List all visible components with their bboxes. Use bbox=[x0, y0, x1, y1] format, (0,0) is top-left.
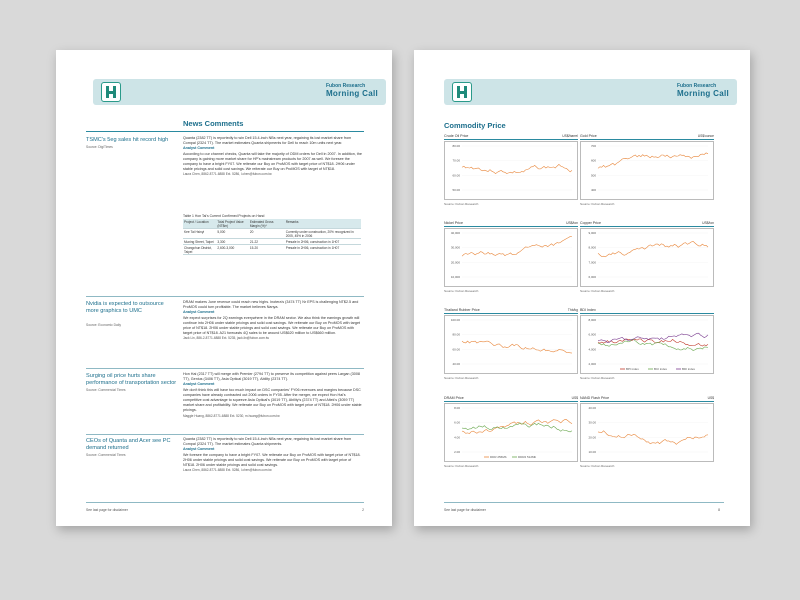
analyst-comment-label: Analyst Comment bbox=[183, 447, 215, 452]
news-headline: Surging oil price hurts share performance of transportation sector bbox=[86, 373, 177, 386]
y-tick-label: 10,000 bbox=[450, 275, 460, 279]
chart-unit: US$/ounce bbox=[697, 134, 714, 138]
legend-label: BPI index bbox=[626, 367, 639, 371]
news-text: DRAM makers June revenue could reach new highs. Inotera's (3474 TT) Nr EPS is challenging NT$2.5 and ProMOS could turn profitable. The market believes Nanya. bbox=[183, 300, 359, 310]
table-cell: Kee Tai Hsinyi bbox=[183, 229, 216, 239]
chart-plot bbox=[444, 221, 578, 287]
series-line bbox=[462, 341, 572, 353]
y-tick-label: 60.00 bbox=[452, 347, 460, 352]
y-tick-label: 4.00 bbox=[454, 435, 460, 440]
news-body bbox=[183, 136, 363, 178]
brand-block bbox=[326, 83, 378, 98]
table-header-row bbox=[183, 219, 361, 229]
analyst-comment: We foresee the company to have a bright FY07. We reiterate our Buy on ProMOS with target price of NT$18. 2H06 under stable pricings and solid cost savings. We reiterate our Buy on ProMOS with target price of NT$18. 2H06 under stable pricings and solid cost savings. bbox=[183, 452, 361, 468]
news-source: Source: Commercial Times bbox=[86, 388, 126, 392]
table-header: Project / Location bbox=[183, 219, 216, 229]
news-text: Quanta (2382 TT) is reportedly to win Dell 15.4-inch NBs next year, regaining its lost market share from Compal (2324 TT). The market estimates Quanta shipments. bbox=[183, 437, 352, 447]
chart-plot bbox=[580, 134, 714, 200]
y-tick-label: 6,000 bbox=[588, 332, 596, 337]
footer-rule bbox=[86, 502, 364, 503]
y-tick-label: 30,000 bbox=[450, 245, 460, 250]
chart-unit: US$/ton bbox=[702, 221, 714, 225]
commodity-chart bbox=[580, 396, 714, 468]
y-tick-label: 80.00 bbox=[452, 144, 460, 148]
y-tick-label: 70.00 bbox=[452, 158, 460, 163]
author-line: Laura Chen, 8862-8771-6888 Ext. 5286, l.chen@fubon.com.tw bbox=[183, 468, 272, 473]
chart-plot bbox=[444, 308, 578, 374]
y-tick-label: 30.00 bbox=[588, 420, 596, 425]
chart-source: Source: Fubon Research bbox=[580, 376, 615, 380]
analyst-comment-label: Analyst Comment bbox=[183, 382, 215, 387]
legend-label: BCI index bbox=[654, 367, 668, 371]
analyst-comment-label: Analyst Comment bbox=[183, 146, 215, 151]
table-cell: Presale in 2H06, construction in 1H07 bbox=[285, 239, 361, 245]
commodity-chart bbox=[580, 221, 714, 293]
news-headline: Nvidia is expected to outsource more graphics to UMC bbox=[86, 301, 164, 314]
brand-research: Fubon Research bbox=[676, 83, 717, 89]
commodity-chart bbox=[444, 134, 578, 206]
table-header: Remarks bbox=[285, 219, 361, 229]
page-header bbox=[93, 79, 386, 105]
y-tick-label: 2,000 bbox=[588, 362, 596, 366]
news-headline: TSMC's 5eg sales hit record high bbox=[86, 137, 169, 143]
table-cell: 5,000 bbox=[216, 229, 249, 239]
y-tick-label: 8,000 bbox=[588, 318, 596, 322]
chart-source: Source: Fubon Research bbox=[580, 202, 615, 206]
y-tick-label: 8,000 bbox=[588, 245, 596, 250]
news-body bbox=[183, 372, 363, 419]
table-cell: 3,300 bbox=[216, 239, 249, 245]
y-tick-label: 2.00 bbox=[454, 450, 460, 454]
chart-unit: US$/ton bbox=[566, 221, 578, 225]
page-header bbox=[444, 79, 737, 105]
chart-title: Gold Price bbox=[580, 134, 597, 138]
left-page bbox=[56, 50, 392, 526]
chart-unit: US$/barrel bbox=[562, 134, 578, 138]
table-cell: Presale in 2H06, construction in 1H07 bbox=[285, 245, 361, 255]
author-line: Jack Lin, 886-2-8771-6888 Ext. 5235, jack.lin@fubon.com.tw bbox=[183, 336, 269, 341]
commodity-chart bbox=[444, 396, 578, 468]
chart-unit: US$ bbox=[571, 396, 578, 400]
y-tick-label: 80.00 bbox=[452, 332, 460, 337]
section-rule bbox=[86, 131, 364, 132]
commodity-chart bbox=[580, 308, 714, 380]
table-row bbox=[183, 229, 361, 239]
chart-source: Source: Fubon Research bbox=[444, 376, 479, 380]
series-line bbox=[598, 431, 708, 445]
news-source: Source: DigiTimes bbox=[86, 145, 113, 149]
chart-source: Source: Fubon Research bbox=[444, 202, 479, 206]
chart-plot bbox=[580, 221, 714, 287]
y-tick-label: 100.00 bbox=[450, 318, 460, 322]
analyst-comment: According to our channel checks, Quanta will take the majority of ODM orders for Dell in 2007. In addition, the company is gaining more market share for HP's mainstream products for 2007 as well. We foresee the company to have a bright FY07. We reiterate our Buy on ProMOS with target price of NT$18. 2H06 under stable pricings and solid cost savings. We reiterate our Buy on ProMOS with target of NT$18. bbox=[183, 151, 362, 172]
table-row bbox=[183, 245, 361, 255]
y-tick-label: 40,000 bbox=[450, 231, 460, 235]
y-tick-label: 20,000 bbox=[450, 260, 460, 265]
y-tick-label: 600 bbox=[590, 158, 596, 163]
analyst-comment: We don't think this will have too much impact on DSC companies' FY06 revenues and margins because DSC companies have already contracted out 2006 orders in FY05. After the merger, we expect Hon Hai's competitive cost advantage to squeeze Asia Optical's (3019 TT), Ability's (2374 TT) and Altek's (3059 TT) market share and profitability. We reiterate our Buy on ProMOS with target price of NT$18. 2H06 under stable pricings. bbox=[183, 387, 362, 413]
chart-source: Source: Fubon Research bbox=[580, 289, 615, 293]
table-cell: 21-22 bbox=[249, 239, 285, 245]
y-tick-label: 20.00 bbox=[588, 435, 596, 440]
y-tick-label: 9,000 bbox=[588, 231, 596, 235]
chart-source: Source: Fubon Research bbox=[444, 464, 479, 468]
commodity-chart bbox=[444, 221, 578, 293]
commodity-chart bbox=[580, 134, 714, 206]
footer-disclaimer: See last page for disclaimer bbox=[86, 508, 128, 512]
page-number: 8 bbox=[718, 508, 720, 512]
table-cell: Currently under construction, 20% recognized in 2005, 45% in 2006 bbox=[285, 229, 361, 239]
chart-title: BDI Index bbox=[580, 308, 596, 312]
chart-plot bbox=[580, 308, 714, 374]
chart-unit: US$ bbox=[707, 396, 714, 400]
chart-unit: Thb/kg bbox=[567, 308, 578, 312]
analyst-comment-label: Analyst Comment bbox=[183, 310, 215, 315]
chart-plot bbox=[580, 396, 714, 462]
news-text: Quanta (2382 TT) is reportedly to win Dell 15.4-inch NBs next year, regaining its lost market share from Compal (2324 TT). The market estimates Quanta shipments for Dell to reach 10m units next year. bbox=[183, 136, 352, 146]
chart-title: DRAM Price bbox=[444, 396, 464, 400]
news-body bbox=[183, 437, 363, 473]
y-tick-label: 6.00 bbox=[454, 420, 460, 425]
table-cell: 2,600-3,000 bbox=[216, 245, 249, 255]
brand-title: Morning Call bbox=[325, 89, 378, 98]
brand-research: Fubon Research bbox=[325, 83, 366, 89]
commodity-chart bbox=[444, 308, 578, 380]
projects-table bbox=[183, 214, 361, 255]
table-cell: 15-20 bbox=[249, 245, 285, 255]
y-tick-label: 50.00 bbox=[452, 188, 460, 192]
chart-source: Source: Fubon Research bbox=[444, 289, 479, 293]
news-headline: CEOs of Quanta and Acer see PC demand returned bbox=[86, 438, 171, 451]
y-tick-label: 6,000 bbox=[588, 275, 596, 279]
series-line bbox=[598, 241, 708, 256]
news-body bbox=[183, 300, 363, 342]
y-tick-label: 400 bbox=[590, 188, 596, 192]
chart-title: Thailand Rubber Price bbox=[444, 308, 480, 312]
divider bbox=[86, 434, 364, 435]
y-tick-label: 7,000 bbox=[588, 260, 596, 265]
divider bbox=[86, 368, 364, 369]
y-tick-label: 10.00 bbox=[588, 450, 596, 454]
series-line bbox=[462, 423, 572, 432]
author-line: Laura Chen, 8862-8771-6888 Ext. 5286, l.chen@fubon.com.tw bbox=[183, 172, 272, 177]
table-title: Table 1 Hon Tai's Current Confirmed Projects on Hand bbox=[183, 214, 265, 218]
series-line bbox=[462, 237, 572, 257]
section-title: Commodity Price bbox=[444, 121, 506, 130]
section-title: News Comments bbox=[183, 119, 244, 128]
chart-plot bbox=[444, 134, 578, 200]
y-tick-label: 4,000 bbox=[588, 347, 596, 352]
analyst-comment: We expect surprises for 2Q earnings everywhere in the DRAM sector. We also think the earnings growth will continue into 2H06 under stable pricings and solid cost savings. We reiterate our Buy on ProMOS with target price of NT$18. 2H06 under stable pricings and solid cost savings. We reiterate our Buy on ProMOS with target price of NT$18. A21 forecasts 4Q sales to be around US$620 million to US$660 million. bbox=[183, 315, 361, 336]
fubon-logo-icon bbox=[452, 82, 472, 102]
chart-title: Copper Price bbox=[580, 221, 601, 225]
chart-title: Nickel Price bbox=[444, 221, 463, 225]
y-tick-label: 500 bbox=[590, 173, 596, 178]
footer-disclaimer: See last page for disclaimer bbox=[444, 508, 486, 512]
fubon-logo-icon bbox=[101, 82, 121, 102]
divider bbox=[86, 296, 364, 297]
legend-label: DDR2 512Mb bbox=[518, 455, 537, 459]
chart-plot bbox=[444, 396, 578, 462]
series-line bbox=[462, 164, 572, 173]
table-header: Total Project Value (NT$m) bbox=[216, 219, 249, 229]
chart-source: Source: Fubon Research bbox=[580, 464, 615, 468]
table-cell: 20 bbox=[249, 229, 285, 239]
legend-label: BDI index bbox=[682, 367, 696, 371]
brand-block bbox=[677, 83, 729, 98]
footer-rule bbox=[444, 502, 724, 503]
table-header: Estimated Gross Margin (%)* bbox=[249, 219, 285, 229]
brand-title: Morning Call bbox=[676, 89, 729, 98]
page-number: 2 bbox=[362, 508, 364, 512]
right-page bbox=[414, 50, 750, 526]
y-tick-label: 8.00 bbox=[454, 406, 460, 410]
news-source: Source: Economic Daily bbox=[86, 323, 121, 327]
legend-label: DDR 256Mb bbox=[490, 455, 507, 459]
author-line: Maggie Huang, 8862-8771-6888 Ext. 5230, m.huang@fubon.com.tw bbox=[183, 413, 280, 418]
y-tick-label: 40.00 bbox=[452, 362, 460, 366]
chart-title: NAND Flash Price bbox=[580, 396, 610, 400]
y-tick-label: 700 bbox=[590, 144, 596, 148]
table-cell: Changchun District, Taipei bbox=[183, 245, 216, 255]
chart-title: Crude Oil Price bbox=[444, 134, 469, 138]
news-source: Source: Commercial Times bbox=[86, 453, 126, 457]
y-tick-label: 40.00 bbox=[588, 406, 596, 410]
news-text: Hon Hai (2317 TT) will merge with Premier (2794 TT) to preserve its competition against peers Largan (3008 TT), Genius (3406 TT), Asia Optical (3019 TT), Ability (2374 TT). bbox=[183, 372, 360, 382]
y-tick-label: 60.00 bbox=[452, 173, 460, 178]
table-cell: Muxing Street, Taipei bbox=[183, 239, 216, 245]
